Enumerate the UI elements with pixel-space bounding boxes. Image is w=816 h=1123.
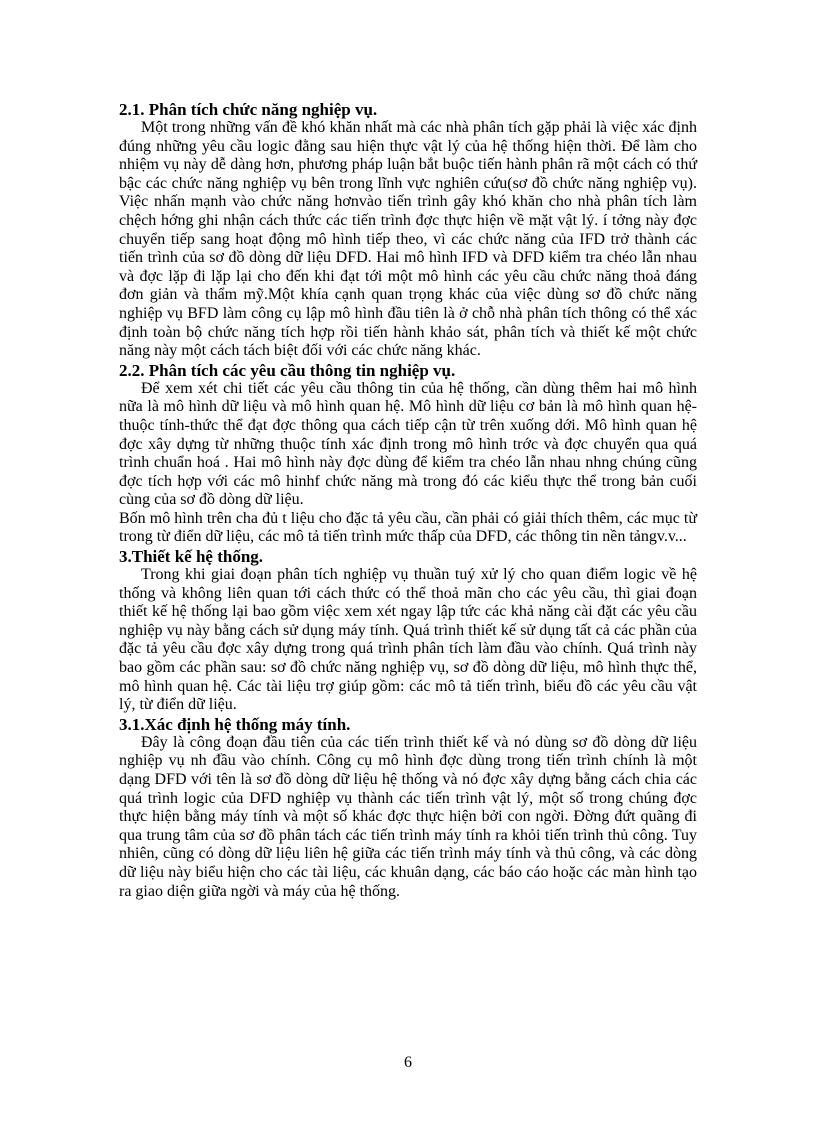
section-3-paragraph: Trong khi giai đoạn phân tích nghiệp vụ thuần tuý xử lý cho quan điểm logic về hệ thống và không liên quan tới cách thức có thể thoả mãn cho các yêu cầu, thì giai đoạn thiết kế hệ thống lại bao gồm việc xem xét ngay lập tức các khả năng cài đặt các yêu cầu nghiệp vụ này bằng cách sử dụng máy tính. Quá trình thiết kế sử dụng tất cả các phần của đặc tả yêu cầu đợc xây dựng trong quá trình phân tích làm đầu vào chính. Quá trình này bao gồm các phần sau: sơ đồ chức năng nghiệp vụ, sơ đồ dòng dữ liệu, mô hình thực thể, mô hình quan hệ. Các tài liệu trợ giúp gồm: các mô tả tiến trình, biểu đồ các yêu cầu vật lý, từ điển dữ liệu.: [119, 566, 697, 714]
section-heading-2-2: 2.2. Phân tích các yêu cầu thông tin nghiệp vụ.: [119, 360, 456, 380]
section-2-2-paragraph-1: Để xem xét chi tiết các yêu cầu thông tin của hệ thống, cần dùng thêm hai mô hình nữa là mô hình dữ liệu và mô hình quan hệ. Mô hình dữ liệu cơ bản là mô hình quan hệ-thuộc tính-thức thể đạt đợc thông qua cách tiếp cận từ trên xuống dới. Mô hình quan hệ đợc xây dựng từ những thuộc tính xác định trong mô hình trớc và đợc chuyển qua quá trình chuẩn hoá . Hai mô hình này đợc dùng để kiểm tra chéo lẫn nhau nhng chúng cũng đợc tích hợp với các mô hinhf chức năng mà trong đó các kiểu thực thể trong bản cuối cùng của sơ đồ dòng dữ liệu.: [119, 379, 697, 509]
section-3-1-paragraph: Đây là công đoạn đầu tiên của các tiến trình thiết kế và nó dùng sơ đồ dòng dữ liệu nghiệp vụ nh đầu vào chính. Công cụ mô hình đợc dùng trong tiến trình chính là một dạng DFD với tên là sơ đồ dòng dữ liệu hệ thống và nó đợc xây dựng bằng cách chia các quá trình logic của DFD nghiệp vụ thành các tiến trình vật lý, một số trong chúng đợc thực hiện bằng máy tính và một số khác đợc thực hiện bởi con ngời. Đờng đứt quãng đi qua trung tâm của sơ đồ phân tách các tiến trình máy tính ra khỏi tiến trình thủ công. Tuy nhiên, cũng có dòng dữ liệu liên hệ giữa các tiến trình máy tính và thủ công, và các dòng dữ liệu này biểu hiện cho các tài liệu, các khuân dạng, các báo cáo hoặc các màn hình tạo ra giao diện giữa ngời và máy của hệ thống.: [119, 733, 697, 900]
section-2-2-paragraph-2: Bốn mô hình trên cha đủ t liệu cho đặc tả yêu cầu, cần phải có giải thích thêm, các mục từ trong từ điển dữ liệu, các mô tả tiến trình mức thấp của DFD, các thông tin nền tảngv.v...: [119, 509, 697, 546]
section-heading-3: 3.Thiết kế hệ thống.: [119, 547, 264, 567]
document-page: [119, 100, 697, 901]
section-heading-2-1: 2.1. Phân tích chức năng nghiệp vụ.: [119, 100, 378, 119]
page-number: 6: [404, 1054, 412, 1071]
section-2-1-paragraph: Một trong những vấn đề khó khăn nhất mà các nhà phân tích gặp phải là việc xác định đúng những yêu cầu logic đằng sau hiện thực vật lý của hệ thống hiện thời. Để làm cho nhiệm vụ này dễ dàng hơn, phương pháp luận bắt buộc tiến hành phân rã một cách có thứ bậc các chức năng nghiệp vụ bên trong lĩnh vực nghiên cứu(sơ đồ chức năng nghiệp vụ). Việc nhấn mạnh vào chức năng hơnvào tiến trình gây khó khăn cho nhà phân tích làm chệch hớng ghi nhận cách thức các tiến trình đợc thực hiện về mặt vật lý. í tởng này đợc chuyển tiếp sang hoạt động mô hình tiếp theo, vì các chức năng của IFD trở thành các tiến trình của sơ đồ dòng dữ liệu DFD. Hai mô hình IFD và DFD kiểm tra chéo lẫn nhau và đợc lặp đi lặp lại cho đến khi đạt tới một mô hình các yêu cầu chức năng thoả đáng đơn giản và thẩm mỹ.Một khía cạnh quan trọng khác của việc dùng sơ đồ chức năng nghiệp vụ BFD làm công cụ lập mô hình đầu tiên là ở chỗ nhà phân tích thông có thể xác định toàn bộ chức năng tích hợp rồi tiến hành khảo sát, phân tích và thiết kế một chức năng này một cách tách biệt đối với các chức năng khác.: [119, 119, 697, 360]
section-heading-3-1: 3.1.Xác định hệ thống máy tính.: [119, 714, 351, 734]
